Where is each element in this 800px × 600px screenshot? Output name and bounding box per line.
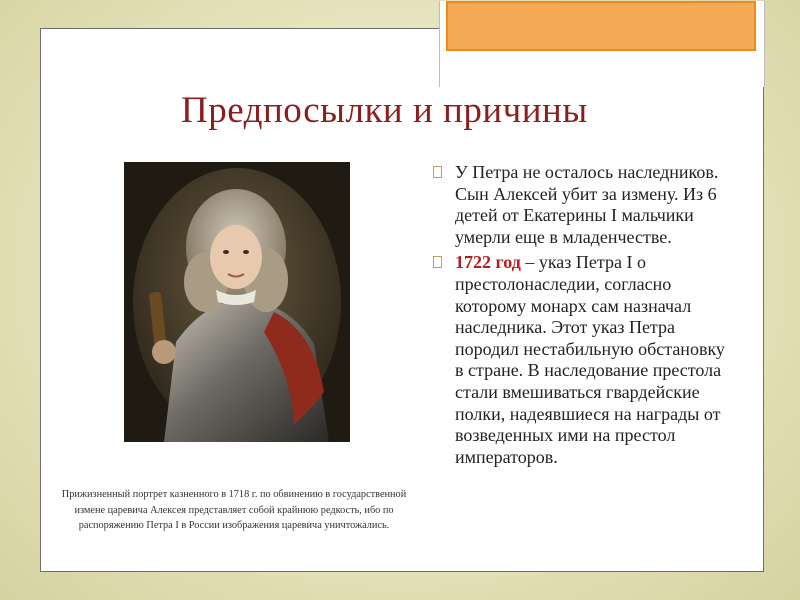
bullet-item: [433, 162, 733, 248]
slide-title: Предпосылки и причины: [181, 90, 588, 131]
bullet-item: [433, 252, 733, 468]
slide: [40, 28, 764, 572]
square-bullet-icon: [433, 166, 442, 178]
accent-tab: [439, 1, 765, 87]
bullet-text: – указ Петра I о престолонаследии, согласно которому монарх сам назначал наследника. Этот указ Петра породил нестабильную обстановку в стране. В наследование престола стали вмешиваться гвардейские полки, надеявшиеся на награды от возведенных ими на престол императоров.: [455, 252, 725, 467]
portrait-painting: [124, 162, 350, 442]
portrait-image: [124, 162, 350, 442]
bullet-text: У Петра не осталось наследников. Сын Алексей убит за измену. Из 6 детей от Екатерины I мальчики умерли еще в младенчестве.: [455, 162, 719, 247]
bullet-highlight-year: 1722 год: [455, 252, 521, 273]
bullet-list: [433, 162, 733, 472]
square-bullet-icon: [433, 256, 442, 268]
accent-bar: [446, 1, 756, 51]
portrait-caption: Прижизненный портрет казненного в 1718 г. по обвинению в государственной измене царевича Алексея представляет собой крайнюю редкость, ибо по распоряжению Петра I в России изображения царевича уничтожались.: [61, 489, 407, 531]
